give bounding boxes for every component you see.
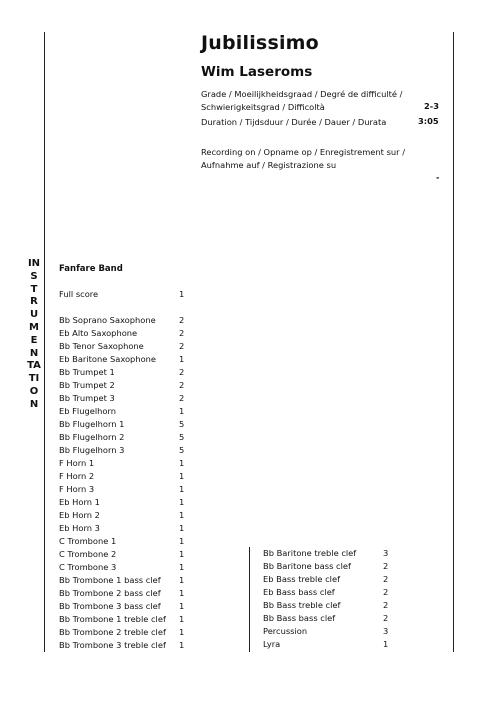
list-item: [59, 483, 185, 496]
instrument-qty: 2: [179, 315, 185, 325]
instrument-qty: 1: [179, 536, 185, 546]
instrument-name: F Horn 1: [59, 458, 95, 468]
list-item: [59, 626, 185, 639]
list-item: [263, 625, 389, 638]
list-item: [59, 535, 185, 548]
instrument-name: Bb Baritone treble clef: [263, 548, 357, 558]
duration-label: Duration / Tijdsduur / Durée / Dauer / Durata: [201, 117, 387, 127]
list-item: [59, 587, 185, 600]
instrument-name: Bb Bass bass clef: [263, 613, 336, 623]
instrument-qty: 1: [383, 639, 389, 649]
list-item: [59, 600, 185, 613]
instrument-name: Full score: [59, 289, 99, 299]
instrument-name: Eb Flugelhorn: [59, 406, 117, 416]
instrument-name: Bb Trumpet 1: [59, 367, 115, 377]
list-item: [59, 392, 185, 405]
grade-label: Grade / Moeilijkheidsgraad / Degré de difficulté / Schwierigkeitsgrad / Difficoltà: [201, 89, 403, 112]
piece-title: Jubilissimo: [201, 32, 319, 54]
instrument-qty: 2: [179, 341, 185, 351]
instrument-name: Lyra: [263, 639, 281, 649]
list-item: [263, 612, 389, 625]
list-item: [59, 405, 185, 418]
instrument-qty: 1: [179, 640, 185, 650]
instrument-name: Bb Trombone 3 bass clef: [59, 601, 161, 611]
instrument-name: Eb Horn 1: [59, 497, 100, 507]
list-item: [263, 560, 389, 573]
instrument-name: Bb Tenor Saxophone: [59, 341, 144, 351]
instrument-qty: 1: [179, 497, 185, 507]
instrument-qty: 1: [179, 588, 185, 598]
instrument-name: Bb Soprano Saxophone: [59, 315, 156, 325]
instrument-qty: 2: [179, 393, 185, 403]
instrument-qty: 3: [383, 548, 389, 558]
instrument-name: C Trombone 3: [59, 562, 117, 572]
list-item: [59, 366, 185, 379]
instrument-name: Bb Trumpet 2: [59, 380, 115, 390]
instrument-name: Bb Trombone 2 treble clef: [59, 627, 166, 637]
instrument-name: Eb Alto Saxophone: [59, 328, 138, 338]
instrument-qty: 1: [179, 562, 185, 572]
instrument-qty: 1: [179, 484, 185, 494]
instrument-name: Eb Horn 2: [59, 510, 100, 520]
full-score-row: [59, 289, 185, 299]
instrument-list-column-1: [59, 314, 185, 652]
column-divider: [249, 547, 250, 652]
composer-name: Wim Laseroms: [201, 64, 313, 80]
recording-value: -: [436, 172, 440, 182]
instrument-name: C Trombone 1: [59, 536, 117, 546]
list-item: [59, 327, 185, 340]
list-item: [59, 639, 185, 652]
list-item: [59, 353, 185, 366]
instrument-qty: 1: [179, 523, 185, 533]
instrument-qty: 5: [179, 419, 185, 429]
list-item: [263, 547, 389, 560]
instrument-qty: 2: [179, 380, 185, 390]
list-item: [59, 444, 185, 457]
instrument-qty: 5: [179, 432, 185, 442]
instrument-qty: 2: [179, 367, 185, 377]
instrumentation-side-label: INSTRUMENTATION: [27, 258, 41, 410]
list-item: [59, 522, 185, 535]
list-item: [59, 379, 185, 392]
duration-value: 3:05: [418, 116, 439, 126]
instrument-qty: 3: [383, 626, 389, 636]
instrument-name: Eb Baritone Saxophone: [59, 354, 157, 364]
instrument-qty: 1: [179, 549, 185, 559]
list-item: [263, 638, 389, 651]
list-item: [59, 470, 185, 483]
instrument-list-column-2: [263, 547, 389, 651]
section-title: Fanfare Band: [59, 264, 123, 274]
instrument-name: Bb Flugelhorn 1: [59, 419, 125, 429]
left-rule: [44, 32, 45, 652]
instrument-name: Bb Baritone bass clef: [263, 561, 351, 571]
list-item: [59, 548, 185, 561]
list-item: [59, 574, 185, 587]
list-item: [59, 340, 185, 353]
list-item: [263, 586, 389, 599]
instrument-name: Bb Trumpet 3: [59, 393, 115, 403]
instrument-qty: 2: [179, 328, 185, 338]
instrument-qty: 1: [179, 601, 185, 611]
list-item: [59, 509, 185, 522]
list-item: [263, 573, 389, 586]
instrument-qty: 2: [383, 613, 389, 623]
instrument-qty: 2: [383, 561, 389, 571]
instrument-qty: 1: [179, 627, 185, 637]
list-item: [59, 314, 185, 327]
instrument-qty: 1: [179, 614, 185, 624]
list-item: [59, 418, 185, 431]
instrument-qty: 2: [383, 600, 389, 610]
grade-value: 2-3: [424, 101, 439, 111]
instrument-qty: 1: [179, 406, 185, 416]
instrument-name: Bb Trombone 2 bass clef: [59, 588, 161, 598]
instrument-qty: 5: [179, 445, 185, 455]
instrument-qty: 1: [179, 289, 185, 299]
instrument-name: C Trombone 2: [59, 549, 117, 559]
instrument-qty: 1: [179, 354, 185, 364]
instrument-name: Bb Trombone 1 bass clef: [59, 575, 161, 585]
right-rule: [453, 32, 454, 652]
list-item: [59, 496, 185, 509]
instrument-name: Eb Bass bass clef: [263, 587, 335, 597]
list-item: [59, 431, 185, 444]
instrument-name: Eb Horn 3: [59, 523, 100, 533]
instrument-name: Bb Flugelhorn 3: [59, 445, 125, 455]
instrument-name: Bb Trombone 1 treble clef: [59, 614, 166, 624]
instrument-qty: 2: [383, 574, 389, 584]
list-item: [59, 457, 185, 470]
instrument-name: Bb Trombone 3 treble clef: [59, 640, 166, 650]
instrument-qty: 1: [179, 471, 185, 481]
instrument-name: F Horn 3: [59, 484, 95, 494]
instrument-qty: 1: [179, 458, 185, 468]
instrument-name: Bb Flugelhorn 2: [59, 432, 125, 442]
instrument-name: Eb Bass treble clef: [263, 574, 340, 584]
instrument-qty: 1: [179, 510, 185, 520]
list-item: [59, 561, 185, 574]
instrument-name: F Horn 2: [59, 471, 95, 481]
instrument-name: Bb Bass treble clef: [263, 600, 341, 610]
list-item: [59, 613, 185, 626]
instrument-qty: 1: [179, 575, 185, 585]
instrument-name: Percussion: [263, 626, 308, 636]
recording-label: Recording on / Opname op / Enregistrement sur / Aufnahme auf / Registrazione su: [201, 147, 405, 170]
instrument-qty: 2: [383, 587, 389, 597]
list-item: [263, 599, 389, 612]
